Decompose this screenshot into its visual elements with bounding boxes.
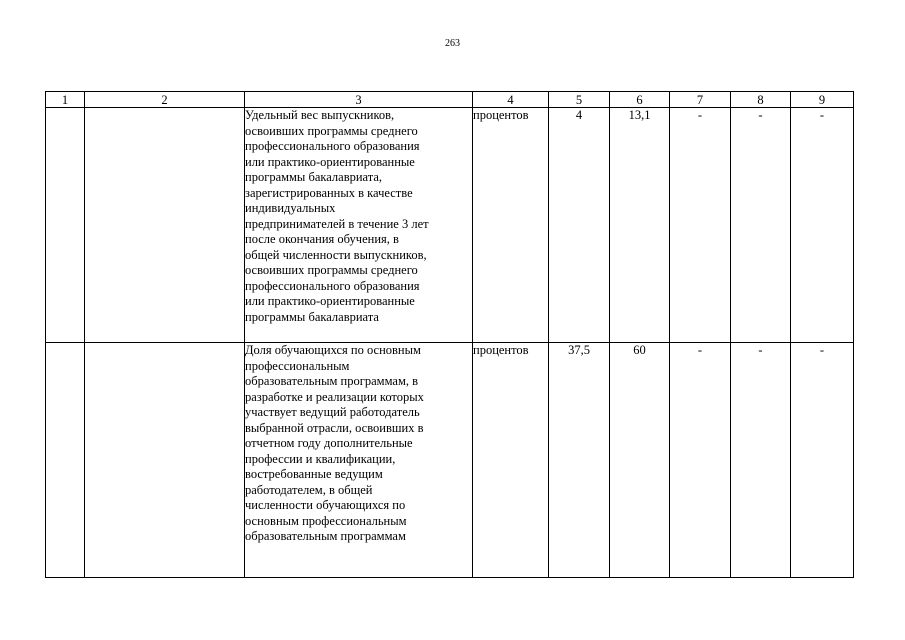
- description-line: Доля обучающихся по основным: [245, 343, 421, 357]
- description-line: основным профессиональным: [245, 513, 407, 528]
- value-col6: 13,1: [610, 108, 670, 343]
- value-col6: 60: [610, 343, 670, 578]
- indicators-table: [45, 91, 854, 578]
- value-col5: 37,5: [549, 343, 610, 578]
- description-line: или практико-ориентированные: [245, 154, 415, 169]
- description-line: зарегистрированных в качестве: [245, 185, 413, 200]
- description-line: программы бакалавриата,: [245, 170, 383, 184]
- indicator-description: [245, 343, 473, 578]
- value-col7: -: [670, 108, 731, 343]
- value-col5: 4: [549, 108, 610, 343]
- column-number-9: 9: [791, 92, 854, 108]
- description-line: индивидуальных: [245, 201, 336, 215]
- description-line: разработке и реализации которых: [245, 389, 424, 404]
- column-number-3: 3: [245, 92, 473, 108]
- column-number-6: 6: [610, 92, 670, 108]
- description-line: после окончания обучения, в: [245, 232, 399, 246]
- description-line: востребованные ведущим: [245, 467, 383, 481]
- row-cell-col2: [85, 108, 245, 343]
- description-line: профессиональным: [245, 358, 350, 373]
- page-number: 263: [445, 38, 460, 49]
- description-line: или практико-ориентированные: [245, 294, 415, 308]
- row-cell-col2: [85, 343, 245, 578]
- description-line: численности обучающихся по: [245, 498, 406, 512]
- value-col7: -: [670, 343, 731, 578]
- description-line: профессии и квалификации,: [245, 451, 396, 466]
- description-line: профессионального образования: [245, 139, 420, 153]
- indicator-description: [245, 108, 473, 343]
- column-number-4: 4: [473, 92, 549, 108]
- unit-cell: процентов: [473, 108, 549, 343]
- description-line: общей численности выпускников,: [245, 247, 427, 262]
- column-number-1: 1: [46, 92, 85, 108]
- table-header-row: [46, 92, 854, 108]
- description-line: образовательным программам: [245, 529, 406, 543]
- value-col8: -: [731, 343, 791, 578]
- description-line: выбранной отрасли, освоивших в: [245, 420, 424, 435]
- column-number-8: 8: [731, 92, 791, 108]
- column-number-5: 5: [549, 92, 610, 108]
- description-line: образовательным программам, в: [245, 374, 419, 388]
- description-line: освоивших программы среднего: [245, 263, 418, 277]
- value-col9: -: [791, 343, 854, 578]
- table-row: [46, 343, 854, 578]
- column-number-2: 2: [85, 92, 245, 108]
- description-line: отчетном году дополнительные: [245, 436, 413, 450]
- table-row: [46, 108, 854, 343]
- column-number-7: 7: [670, 92, 731, 108]
- description-line: участвует ведущий работодатель: [245, 405, 420, 419]
- description-line: освоивших программы среднего: [245, 123, 418, 138]
- row-cell-col1: [46, 343, 85, 578]
- description-line: программы бакалавриата: [245, 309, 379, 324]
- value-col8: -: [731, 108, 791, 343]
- description-line: Удельный вес выпускников,: [245, 108, 395, 122]
- description-line: предпринимателей в течение 3 лет: [245, 216, 429, 231]
- value-col9: -: [791, 108, 854, 343]
- description-line: профессионального образования: [245, 278, 420, 293]
- description-line: работодателем, в общей: [245, 482, 373, 497]
- unit-cell: процентов: [473, 343, 549, 578]
- row-cell-col1: [46, 108, 85, 343]
